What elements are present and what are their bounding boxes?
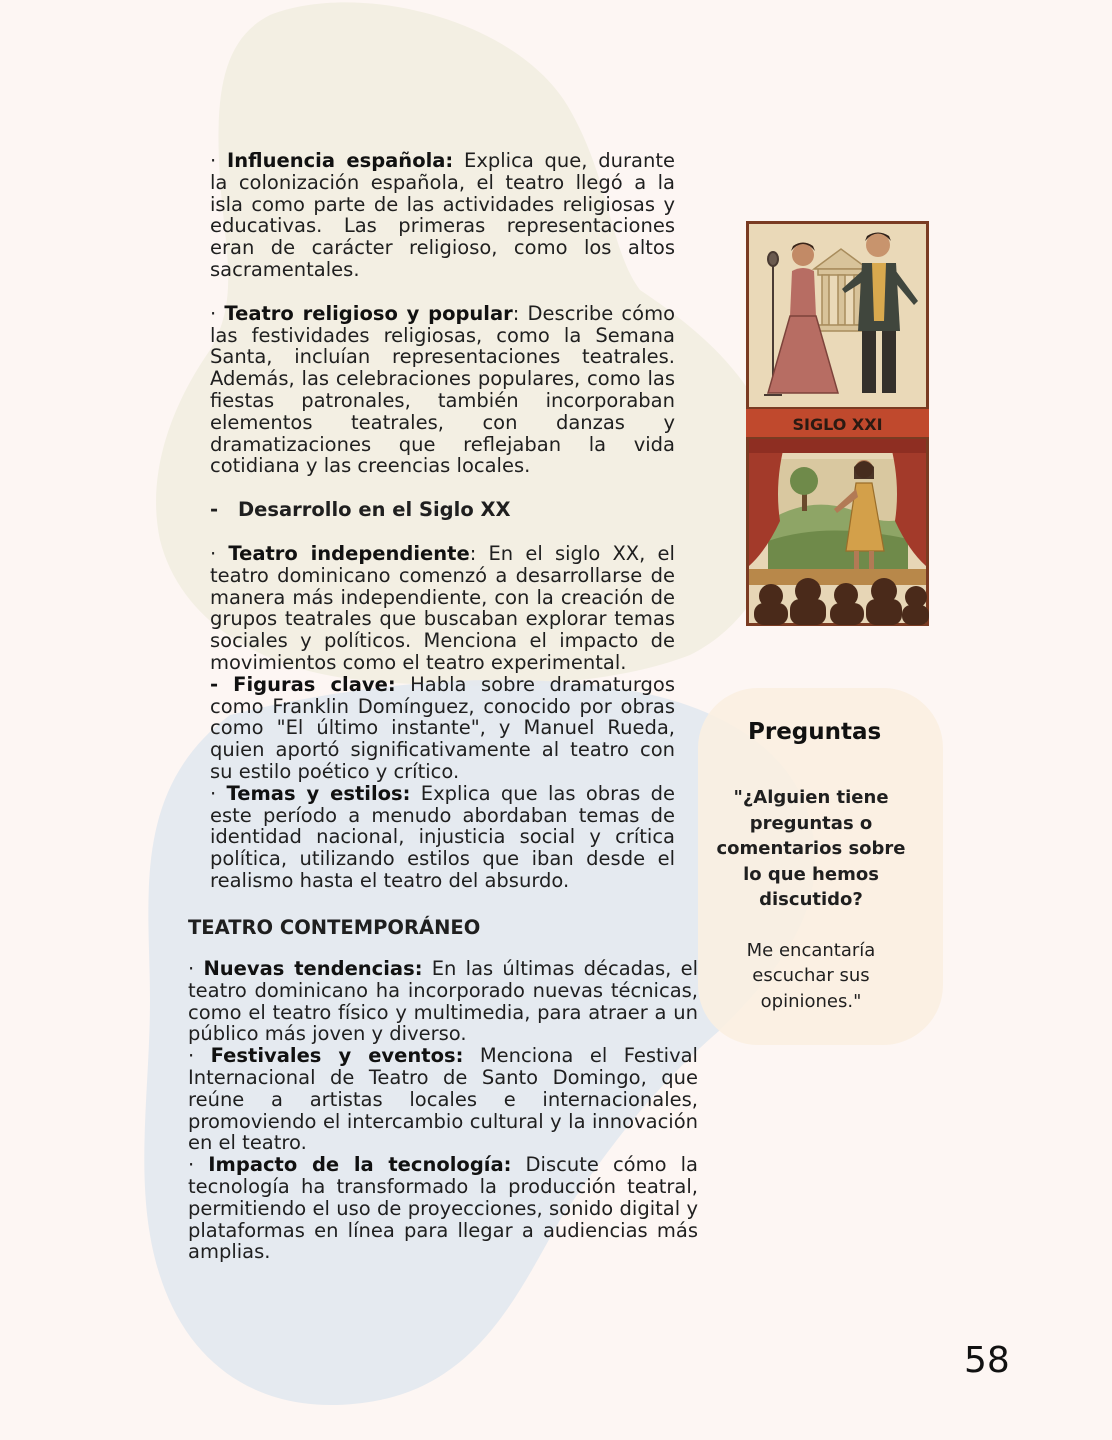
questions-text xyxy=(716,785,906,1014)
contemporary-column xyxy=(188,958,698,1263)
figuras-label: - Figuras clave: xyxy=(210,672,396,696)
paragraph-tecnologia xyxy=(188,1154,698,1263)
banner-text: SIGLO XXI xyxy=(792,415,883,434)
siglo-xx-heading xyxy=(210,499,675,521)
influencia-text: Explica que, durante la colonización española, el teatro llegó a la isla como parte de las actividades religiosas y educativas. Las primeras representaciones eran de carácter religioso, como los altos sacramentales. xyxy=(210,149,675,281)
paragraph-influencia xyxy=(210,150,675,281)
influencia-label: Influencia española: xyxy=(227,149,454,172)
bullet: · xyxy=(210,301,225,325)
stage-floor xyxy=(749,569,926,585)
siglo-xx-heading-text: Desarrollo en el Siglo XX xyxy=(238,498,511,522)
questions-title: Preguntas xyxy=(748,719,882,745)
dash: - xyxy=(210,498,219,522)
bullet: · xyxy=(188,1044,211,1068)
nuevas-text: En las últimas décadas, el teatro dominicano ha incorporado nuevas técnicas, como el teatro físico y multimedia, para atraer a un público más joven y diverso. xyxy=(188,957,699,1046)
independiente-text: : En el siglo XX, el teatro dominicano comenzó a desarrollarse de manera más independiente, con la creación de grupos teatrales que buscaban explorar temas sociales y políticos. Menciona el impacto de movimientos como el teatro experimental. xyxy=(210,541,675,674)
religioso-text: : Describe cómo las festividades religiosas, como la Semana Santa, incluían representaciones teatrales. Además, las celebraciones populares, como las fiestas patronales, también incorporaban elementos teatrales, con danzas y dramatizaciones que reflejaban la vida cotidiana y las creencias locales. xyxy=(210,301,676,478)
question-closing: Me encantaría escuchar sus opiniones." xyxy=(746,939,876,1012)
figuras-text: Habla sobre dramaturgos como Franklin Domínguez, conocido por obras como "El último instante", y Manuel Rueda, quien aportó significativamente al teatro con su estilo poético y crítico. xyxy=(210,672,675,783)
bullet: · xyxy=(188,957,204,980)
question-prompt: "¿Alguien tiene preguntas o comentarios sobre lo que hemos discutido? xyxy=(716,787,906,910)
bullet: · xyxy=(188,1153,209,1177)
bullet: · xyxy=(210,149,227,172)
tecnologia-label: Impacto de la tecnología: xyxy=(208,1153,512,1177)
nuevas-label: Nuevas tendencias: xyxy=(203,957,423,980)
festivales-label: Festivales y eventos: xyxy=(210,1044,464,1068)
paragraph-independiente xyxy=(210,543,675,674)
bullet: · xyxy=(210,541,229,565)
paragraph-festivales xyxy=(188,1045,698,1154)
festivales-text: Menciona el Festival Internacional de Teatro de Santo Domingo, que reúne a artistas locales e internacionales, promoviendo el intercambio cultural y la innovación en el teatro. xyxy=(188,1044,698,1155)
temas-text: Explica que las obras de este período a menudo abordaban temas de identidad nacional, injusticia social y crítica política, utilizando estilos que iban desde el realismo hasta el teatro del absurdo. xyxy=(210,781,675,892)
bullet: · xyxy=(210,781,227,805)
tecnologia-text: Discute cómo la tecnología ha transformado la producción teatral, permitiendo el uso de proyecciones, sonido digital y plataformas en línea para llegar a audiencias más amplias. xyxy=(188,1153,698,1264)
page-number: 58 xyxy=(964,1340,1010,1381)
paragraph-temas xyxy=(210,783,675,892)
paragraph-figuras xyxy=(210,674,675,783)
theater-illustration xyxy=(746,221,929,626)
independiente-label: Teatro independiente xyxy=(228,541,470,565)
paragraph-nuevas xyxy=(188,958,698,1045)
religioso-label: Teatro religioso y popular xyxy=(224,301,513,325)
paragraph-religioso xyxy=(210,303,675,477)
temas-label: Temas y estilos: xyxy=(226,781,411,805)
history-column xyxy=(210,150,675,892)
contemporaneo-title: TEATRO CONTEMPORÁNEO xyxy=(188,916,481,939)
